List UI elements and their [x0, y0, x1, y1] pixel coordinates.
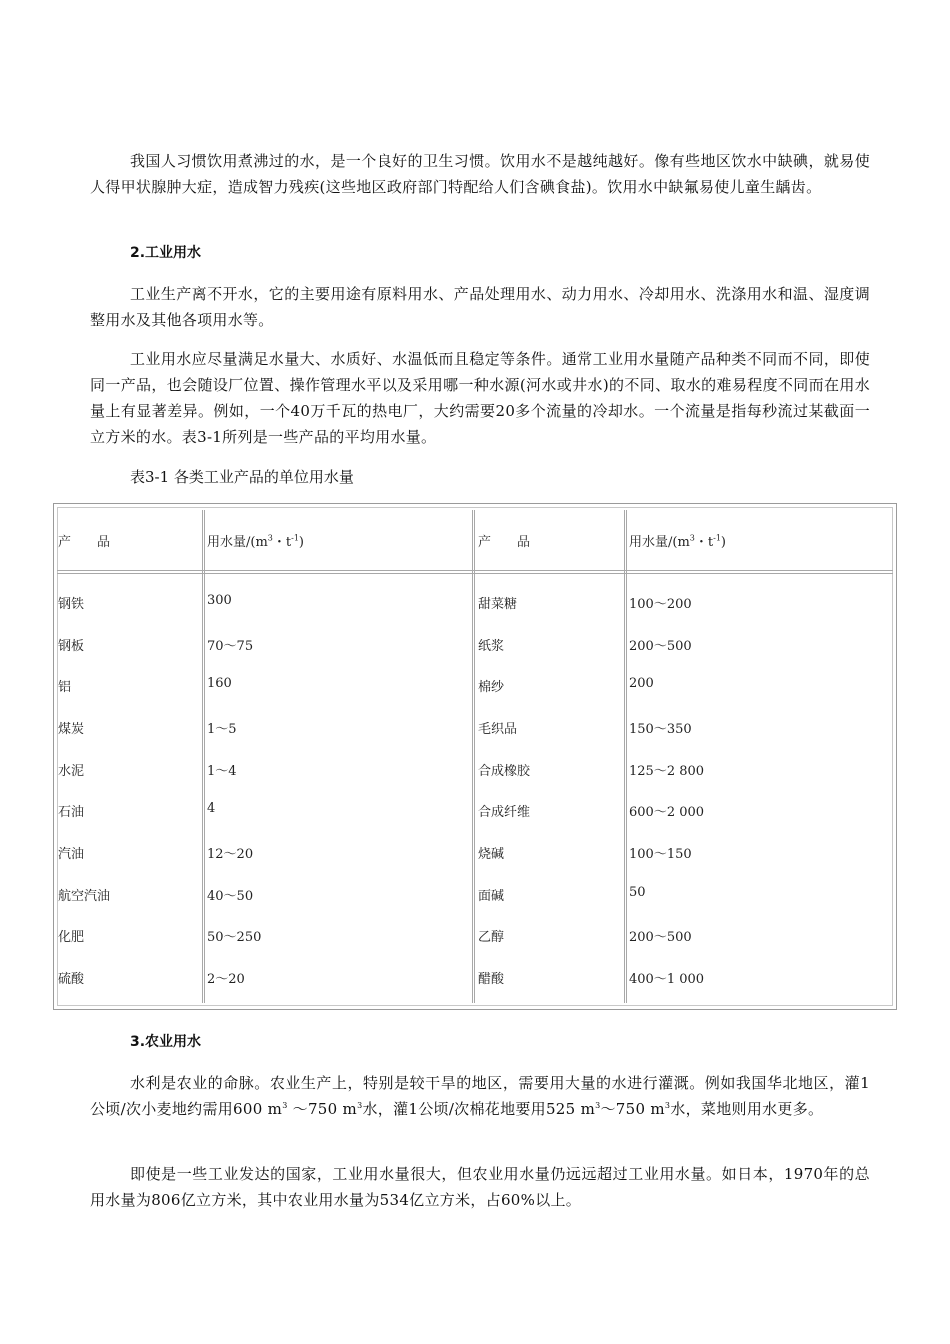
- table-cell-product: 面碱: [478, 889, 505, 904]
- paragraph-agricultural-irrigation: 水利是农业的命脉。农业生产上，特别是较干旱的地区，需要用大量的水进行灌溉。例如我国华北地区，灌1公顷/次小麦地约需用600 $m^3$ ～750 $m^3$水，灌1公顷/次棉花地要用525 $m^3\sim 750$ $m^3$水，菜地则用水更多。: [90, 1074, 870, 1118]
- table-cell-usage: 200: [629, 676, 654, 691]
- table-cell-product: 硫酸: [58, 972, 85, 987]
- table-cell-usage: 2～20: [207, 972, 245, 987]
- table-cell-usage: 50: [629, 885, 646, 900]
- table-cell-product: 水泥: [58, 764, 85, 779]
- table-cell-product: 烧碱: [478, 847, 505, 862]
- table-cell-product: 合成纤维: [478, 805, 531, 820]
- table-cell-usage: 300: [207, 593, 232, 608]
- table-column-divider: [624, 510, 627, 1003]
- header-product-left: 产 品: [58, 535, 111, 550]
- table-cell-usage: 400～1 000: [629, 972, 705, 987]
- table-cell-product: 化肥: [58, 930, 85, 945]
- table-cell-product: 钢板: [58, 639, 85, 654]
- table-cell-product: 乙醇: [478, 930, 505, 945]
- table-column-divider: [472, 510, 475, 1003]
- table-header-divider: [57, 570, 893, 574]
- header-usage-left: 用水量$/(m^3$・$t^{-1}$): [207, 533, 304, 550]
- table-cell-product: 毛织品: [478, 722, 518, 737]
- table-cell-usage: 100～150: [629, 847, 692, 862]
- table-cell-product: 甜菜糖: [478, 597, 518, 612]
- table-cell-product: 纸浆: [478, 639, 505, 654]
- table-cell-usage: 200～500: [629, 930, 692, 945]
- table-cell-product: 醋酸: [478, 972, 505, 987]
- table-column-divider: [202, 510, 205, 1003]
- table-cell-usage: 40～50: [207, 889, 254, 904]
- table-cell-usage: 1～4: [207, 764, 237, 779]
- table-caption: 表3-1 各类工业产品的单位用水量: [130, 468, 354, 486]
- table-cell-product: 钢铁: [58, 597, 85, 612]
- table-cell-usage: 125～2 800: [629, 764, 705, 779]
- table-cell-product: 煤炭: [58, 722, 85, 737]
- table-inner-frame: [57, 507, 893, 1006]
- table-cell-product: 铝: [58, 680, 72, 695]
- table-cell-product: 棉纱: [478, 680, 505, 695]
- header-usage-right: 用水量$/(m^3$・$t^{-1}$): [629, 533, 726, 550]
- table-cell-usage: 4: [207, 801, 216, 816]
- header-product-right: 产 品: [478, 535, 531, 550]
- paragraph-drinking-water: 我国人习惯饮用煮沸过的水，是一个良好的卫生习惯。饮用水不是越纯越好。像有些地区饮水中缺碘，就易使人得甲状腺肿大症，造成智力残疾(这些地区政府部门特配给人们含碘食盐)。饮用水中缺氟易使儿童生龋齿。: [90, 152, 870, 196]
- table-cell-usage: 150～350: [629, 722, 692, 737]
- table-cell-usage: 600～2 000: [629, 805, 705, 820]
- section-heading-agricultural-water: 3.农业用水: [130, 1034, 202, 1050]
- table-cell-usage: 160: [207, 676, 232, 691]
- table-cell-usage: 50～250: [207, 930, 262, 945]
- table-cell-usage: 12～20: [207, 847, 254, 862]
- table-cell-product: 石油: [58, 805, 85, 820]
- paragraph-japan-example: 即使是一些工业发达的国家，工业用水量很大，但农业用水量仍远远超过工业用水量。如日本，1970年的总用水量为806亿立方米，其中农业用水量为534亿立方米，占60%以上。: [90, 1165, 870, 1209]
- table-cell-usage: 200～500: [629, 639, 692, 654]
- table-cell-product: 航空汽油: [58, 889, 111, 904]
- table-cell-product: 合成橡胶: [478, 764, 531, 779]
- water-usage-table: [53, 503, 897, 1010]
- section-heading-industrial-water: 2.工业用水: [130, 245, 202, 261]
- paragraph-industrial-requirements: 工业用水应尽量满足水量大、水质好、水温低而且稳定等条件。通常工业用水量随产品种类不同而不同，即使同一产品，也会随设厂位置、操作管理水平以及采用哪一种水源(河水或井水)的不同、取水的难易程度不同而在用水量上有显著差异。例如，一个40万千瓦的热电厂，大约需要20多个流量的冷却水。一个流量是指每秒流过某截面一立方米的水。表3-1所列是一些产品的平均用水量。: [90, 350, 870, 446]
- table-cell-usage: 100～200: [629, 597, 692, 612]
- table-cell-usage: 1～5: [207, 722, 237, 737]
- table-cell-product: 汽油: [58, 847, 85, 862]
- table-cell-usage: 70～75: [207, 639, 254, 654]
- paragraph-industrial-uses: 工业生产离不开水，它的主要用途有原料用水、产品处理用水、动力用水、冷却用水、洗涤用水和温、湿度调整用水及其他各项用水等。: [90, 285, 870, 329]
